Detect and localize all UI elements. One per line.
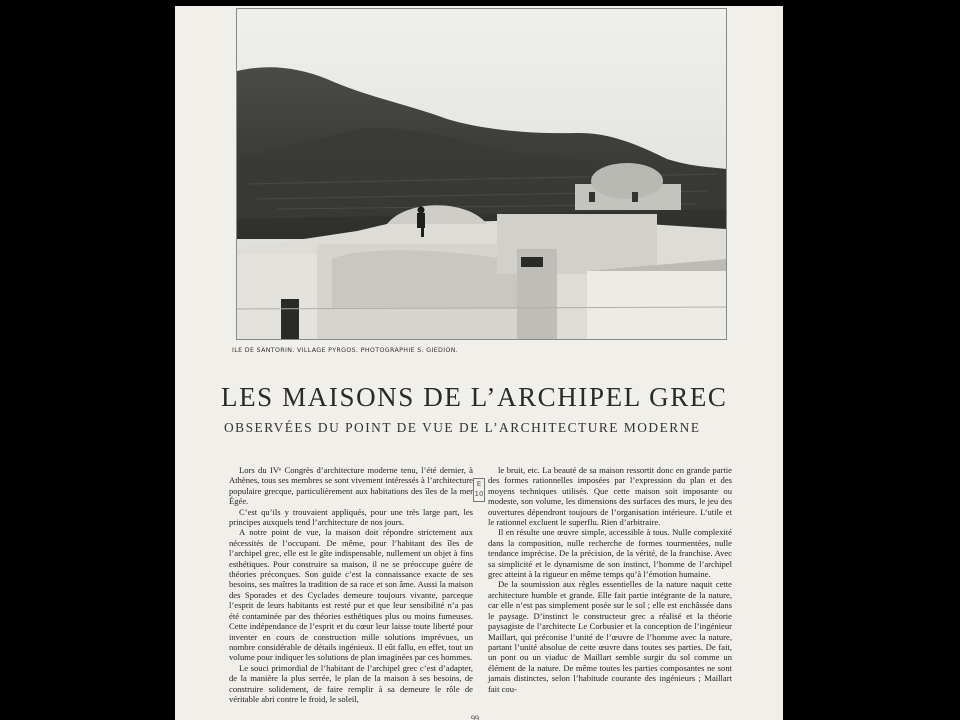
paragraph: Le souci primordial de l’habitant de l’archipel grec c’est d’adapter, de la manière la plus serrée, le plan de la maison à ses besoins, de construire solidement, de faire remplir à sa demeure le rôle de véritable abri contre le froid, le soleil, (229, 662, 473, 704)
paragraph: Lors du IVᵉ Congrès d’architecture moderne tenu, l’été dernier, à Athènes, tous ses membres se sont vivement intéressés à l’architecture populaire grecque, particulièrement aux habitations des îles de la mer Égée. (229, 465, 473, 507)
page-number: 99 (471, 714, 479, 720)
paragraph: C’est qu’ils y trouvaient appliqués, pour une très large part, les principes auxquels tend l’architecture de nos jours. (229, 506, 473, 528)
photo-caption: ILE DE SANTORIN. VILLAGE PYRGOS. PHOTOGRAPHIE S. GIEDION. (232, 347, 459, 354)
photo-illustration (237, 9, 726, 339)
paragraph: De la soumission aux règles essentielles de la nature naquit cette architecture humble et grande. Elle fait partie intégrante de la nature, car elle n’est pas simplement posée sur le sol ; elle est enchâssée dans le paysage. D’instinct le constructeur grec a réalisé et la théorie paysagiste de l’architecte Le Corbusier et la conception de l’ingénieur Maillart, qui préconise l’unité de l’œuvre de l’homme avec la nature, partant l’unité absolue de cette œuvre dans toutes ses parties. De fait, un pont ou un viaduc de Maillart semble surgir du sol comme un élément de la nature. De même toutes les parties composantes ne sont jamais distinctes, selon l’habitude courante des ingénieurs ; Maillart fait cou- (488, 579, 732, 694)
paragraph: A notre point de vue, la maison doit répondre strictement aux nécessités de l’occupant. De même, pour l’habitant des îles de l’archipel grec, elle est le gîte indispensable, nullement un objet à fins esthétiques. Pour construire sa maison, il ne se préoccupe guère de théories préconçues. Son guide c’est la connaissance exacte de ses besoins, ses maîtres la tradition de sa race et son âme. Aussi la maison des Sporades et des Cyclades demeure toujours vivante, parceque l’esprit de leurs habitants est resté pur et que leur sensibilité n’a pas été contaminée par des théories esthétiques plus ou moins fumeuses. Cette indépendance de l’esprit et du cœur leur laisse toute liberté pour inventer en cours de construction mille solutions imprévues, un nombre considérable de détails ingénieux. Il eût fallu, en effet, tout un volume pour indiquer les solutions de plan imaginées par ces hommes. (229, 527, 473, 663)
article-subtitle: OBSERVÉES DU POINT DE VUE DE L’ARCHITECTURE MODERNE (224, 420, 701, 435)
santorini-village-photo (236, 8, 727, 340)
paragraph: Il en résulte une œuvre simple, accessible à tous. Nulle complexité dans la composition, nulle recherche de formes tourmentées, nulle tendance imprécise. De la précision, de la vérité, de la franchise. Avec sa simplicité et le dynamisme de son instinct, l’homme de l’archipel grec atteint à la rigueur en même temps qu’à l’émotion humaine. (488, 527, 732, 580)
text-column-right (488, 465, 732, 694)
magazine-page (175, 6, 783, 720)
text-column-left (229, 465, 473, 704)
paragraph: le bruit, etc. La beauté de sa maison ressortit donc en grande partie des formes rationnelles imposées par l’expression du plan et des moyens techniques utilisés. Que cette maison soit imposante ou modeste, son volume, les dimensions des surfaces des murs, le jeu des ouvertures dépendront toujours de l’organisation intérieure. L’utile et le rationnel excluent le superflu. Rien d’arbitraire. (488, 465, 732, 528)
library-stamp: E 10 (473, 478, 485, 502)
article-title: LES MAISONS DE L’ARCHIPEL GREC (221, 382, 728, 412)
